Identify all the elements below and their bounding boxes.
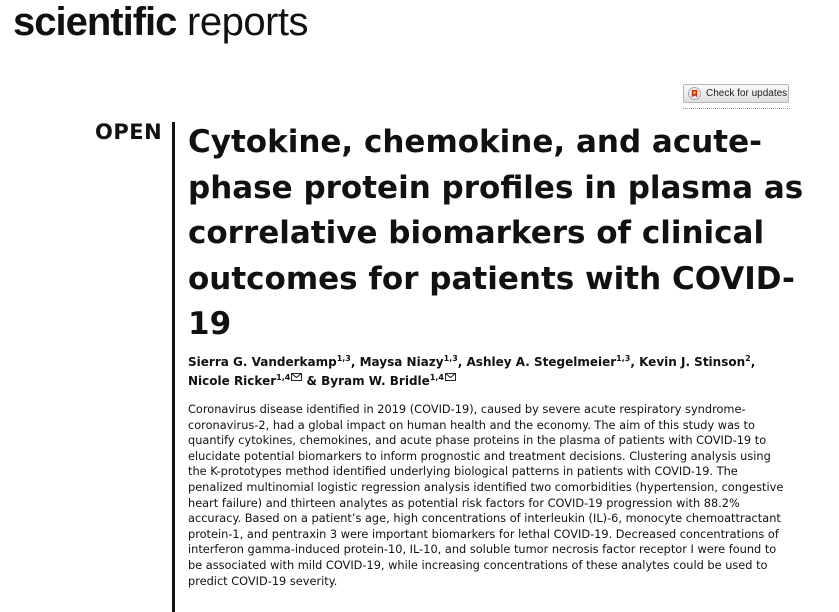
author-affiliation: 1,4 xyxy=(429,373,444,382)
author-separator: , xyxy=(630,355,640,369)
author-name: Sierra G. Vanderkamp xyxy=(188,355,337,369)
author-affiliation: 1,3 xyxy=(443,354,458,363)
article-title: Cytokine, chemokine, and acute-phase protein profiles in plasma as correlative biomarkers of clinical outcomes for patients with COVID-19 xyxy=(188,124,804,342)
author-name: Nicole Ricker xyxy=(188,374,277,388)
author-affiliation: 1,4 xyxy=(276,373,291,382)
title-side-bar xyxy=(172,122,175,612)
author-separator: & xyxy=(302,374,322,388)
abstract-text: Coronavirus disease identified in 2019 (COVID-19), caused by severe acute respiratory syndrome-coronavirus-2, had a global impact on human health and the economy. The aim of this study was to quantify cytokines, chemokines, and acute phase proteins in the plasma of patients with COVID-19 to elucidate potential biomarkers to inform prognostic and treatment decisions. Clustering analysis using the K-prototypes method identified underlying biological patterns in patients with COVID-19. The penalized multinomial logistic regression analysis identified two comorbidities (hypertension, congestive heart failure) and thirteen analytes as potential risk factors for COVID-19 progression with 88.2% accuracy. Based on a patient’s age, high concentrations of interleukin (IL)-6, monocyte chemoattractant protein-1, and pentraxin 3 were important biomarkers for lethal COVID-19. Decreased concentrations of interferon gamma-induced protein-10, IL-10, and soluble tumor necrosis factor receptor I were found to be associated with mild COVID-19, while increasing concentrations of these analytes could be used to predict COVID-19 severity. xyxy=(188,402,784,588)
author-affiliation: 1,3 xyxy=(336,354,351,363)
author[interactable] xyxy=(639,355,751,369)
check-for-updates-label: Check for updates xyxy=(706,88,788,99)
envelope-icon[interactable] xyxy=(291,373,302,381)
author-list xyxy=(188,353,808,391)
author-name: Maysa Niazy xyxy=(359,355,444,369)
crossmark-icon xyxy=(688,87,701,100)
author-affiliation: 1,3 xyxy=(616,354,631,363)
journal-logo-bold: scientific xyxy=(13,0,177,44)
author[interactable] xyxy=(321,374,456,388)
header-divider xyxy=(683,108,790,109)
author-separator: , xyxy=(350,355,360,369)
author[interactable] xyxy=(467,355,631,369)
open-access-label: OPEN xyxy=(95,120,163,144)
author[interactable] xyxy=(360,355,458,369)
author-name: Kevin J. Stinson xyxy=(639,355,746,369)
envelope-icon[interactable] xyxy=(445,373,456,381)
author-affiliation: 2 xyxy=(745,354,751,363)
author[interactable] xyxy=(188,355,351,369)
author-name: Ashley A. Stegelmeier xyxy=(466,355,617,369)
author-separator: , xyxy=(457,355,467,369)
journal-logo xyxy=(13,0,308,44)
author-separator: , xyxy=(750,355,756,369)
journal-logo-light: reports xyxy=(176,0,309,44)
author-name: Byram W. Bridle xyxy=(321,374,430,388)
check-for-updates-button[interactable] xyxy=(683,84,789,103)
author[interactable] xyxy=(188,374,302,388)
